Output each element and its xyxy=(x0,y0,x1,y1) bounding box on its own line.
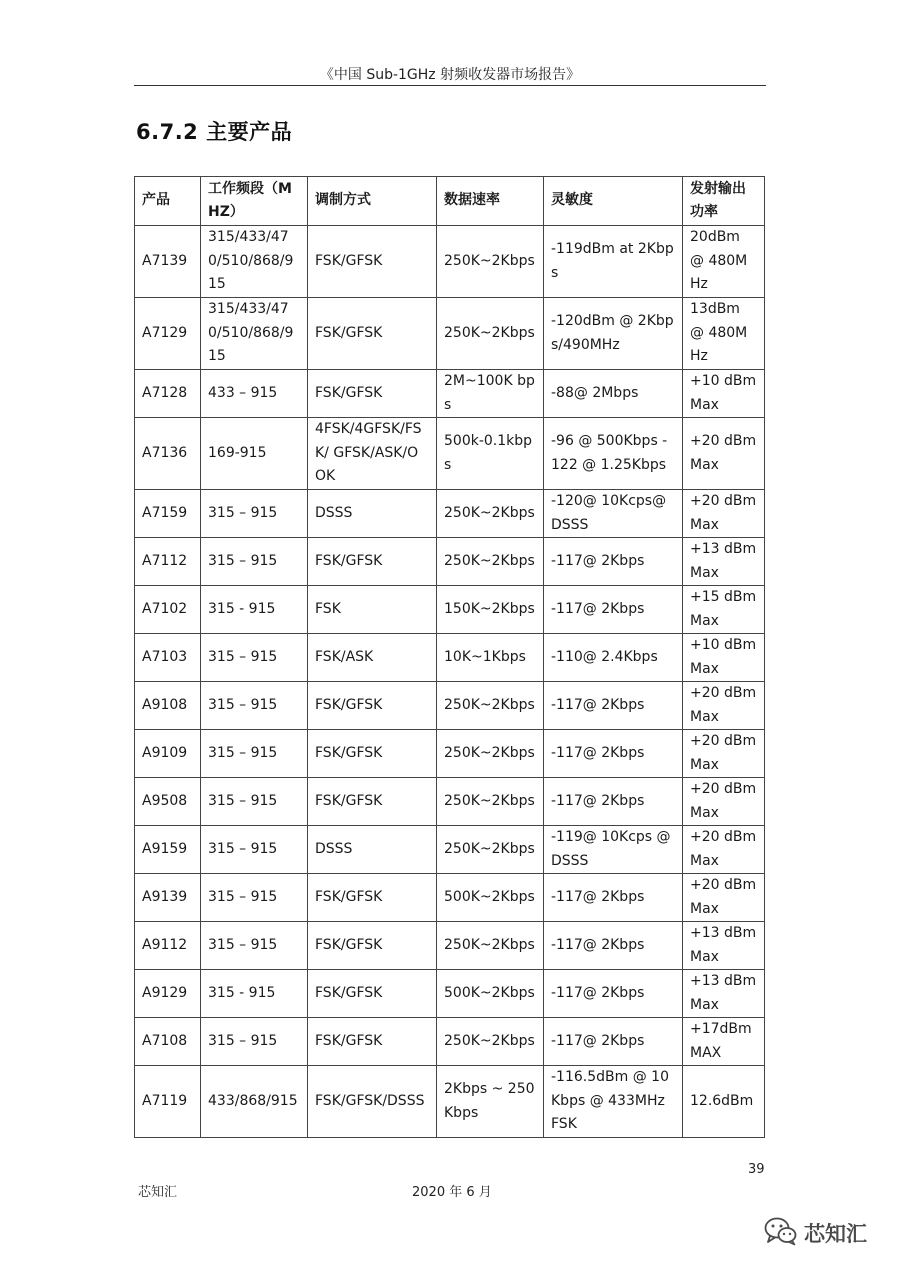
table-row xyxy=(135,922,765,970)
cell-frequency: 315 – 915 xyxy=(201,874,308,922)
cell-modulation: FSK/GFSK/DSSS xyxy=(308,1066,437,1138)
cell-sensitivity: -117@ 2Kbps xyxy=(544,682,683,730)
cell-product: A7103 xyxy=(135,634,201,682)
cell-modulation: FSK/ASK xyxy=(308,634,437,682)
table-row xyxy=(135,418,765,490)
cell-data-rate: 250K~2Kbps xyxy=(437,226,544,298)
cell-product: A9109 xyxy=(135,730,201,778)
cell-modulation: FSK/GFSK xyxy=(308,1018,437,1066)
cell-tx-power: +13 dBm Max xyxy=(683,970,765,1018)
cell-frequency: 315 - 915 xyxy=(201,586,308,634)
cell-product: A7112 xyxy=(135,538,201,586)
cell-data-rate: 2Kbps ~ 250Kbps xyxy=(437,1066,544,1138)
cell-frequency: 315 – 915 xyxy=(201,922,308,970)
cell-data-rate: 2M~100K bps xyxy=(437,370,544,418)
cell-frequency: 315/433/470/510/868/915 xyxy=(201,226,308,298)
column-header-tx-power: 发射输出功率 xyxy=(683,177,765,226)
cell-frequency: 433 – 915 xyxy=(201,370,308,418)
cell-frequency: 315 – 915 xyxy=(201,634,308,682)
cell-data-rate: 250K~2Kbps xyxy=(437,682,544,730)
table-row xyxy=(135,874,765,922)
cell-data-rate: 10K~1Kbps xyxy=(437,634,544,682)
cell-product: A9508 xyxy=(135,778,201,826)
cell-data-rate: 500k-0.1kbps xyxy=(437,418,544,490)
table-row xyxy=(135,586,765,634)
cell-tx-power: +20 dBm Max xyxy=(683,874,765,922)
cell-data-rate: 250K~2Kbps xyxy=(437,1018,544,1066)
cell-tx-power: +10 dBm Max xyxy=(683,370,765,418)
cell-data-rate: 500K~2Kbps xyxy=(437,874,544,922)
cell-sensitivity: -119dBm at 2Kbps xyxy=(544,226,683,298)
cell-frequency: 315 – 915 xyxy=(201,490,308,538)
cell-modulation: FSK/GFSK xyxy=(308,922,437,970)
cell-data-rate: 500K~2Kbps xyxy=(437,970,544,1018)
cell-sensitivity: -117@ 2Kbps xyxy=(544,730,683,778)
cell-modulation: FSK/GFSK xyxy=(308,970,437,1018)
cell-modulation: 4FSK/4GFSK/FSK/ GFSK/ASK/OOK xyxy=(308,418,437,490)
cell-tx-power: +20 dBm Max xyxy=(683,778,765,826)
cell-product: A9112 xyxy=(135,922,201,970)
table-row xyxy=(135,778,765,826)
product-table xyxy=(134,176,765,1138)
cell-product: A9159 xyxy=(135,826,201,874)
column-header-data-rate: 数据速率 xyxy=(437,177,544,226)
footer-organization: 芯知汇 xyxy=(138,1185,178,1200)
cell-tx-power: +20 dBm Max xyxy=(683,418,765,490)
cell-sensitivity: -117@ 2Kbps xyxy=(544,538,683,586)
cell-modulation: FSK/GFSK xyxy=(308,682,437,730)
cell-tx-power: +13 dBm Max xyxy=(683,538,765,586)
table-row xyxy=(135,970,765,1018)
cell-product: A7128 xyxy=(135,370,201,418)
cell-modulation: FSK/GFSK xyxy=(308,730,437,778)
cell-tx-power: 13dBm @ 480MHz xyxy=(683,298,765,370)
cell-sensitivity: -96 @ 500Kbps -122 @ 1.25Kbps xyxy=(544,418,683,490)
report-title: 《中国 Sub-1GHz 射频收发器市场报告》 xyxy=(319,67,581,83)
cell-data-rate: 250K~2Kbps xyxy=(437,730,544,778)
cell-product: A7102 xyxy=(135,586,201,634)
cell-product: A7119 xyxy=(135,1066,201,1138)
cell-sensitivity: -117@ 2Kbps xyxy=(544,586,683,634)
cell-sensitivity: -117@ 2Kbps xyxy=(544,970,683,1018)
watermark-text: 芯知汇 xyxy=(804,1222,867,1246)
cell-product: A7139 xyxy=(135,226,201,298)
cell-frequency: 315 – 915 xyxy=(201,538,308,586)
cell-tx-power: +20 dBm Max xyxy=(683,490,765,538)
cell-tx-power: 20dBm @ 480MHz xyxy=(683,226,765,298)
cell-tx-power: 12.6dBm xyxy=(683,1066,765,1138)
cell-product: A7129 xyxy=(135,298,201,370)
footer-date: 2020 年 6 月 xyxy=(412,1185,492,1200)
cell-data-rate: 250K~2Kbps xyxy=(437,826,544,874)
cell-modulation: FSK/GFSK xyxy=(308,874,437,922)
cell-frequency: 315 - 915 xyxy=(201,970,308,1018)
cell-tx-power: +20 dBm Max xyxy=(683,826,765,874)
cell-sensitivity: -120dBm @ 2Kbps/490MHz xyxy=(544,298,683,370)
cell-frequency: 315 – 915 xyxy=(201,682,308,730)
cell-tx-power: +20 dBm Max xyxy=(683,730,765,778)
table-row xyxy=(135,226,765,298)
cell-product: A7108 xyxy=(135,1018,201,1066)
cell-sensitivity: -110@ 2.4Kbps xyxy=(544,634,683,682)
cell-sensitivity: -117@ 2Kbps xyxy=(544,874,683,922)
cell-sensitivity: -120@ 10Kcps@ DSSS xyxy=(544,490,683,538)
cell-frequency: 315/433/470/510/868/915 xyxy=(201,298,308,370)
cell-product: A9108 xyxy=(135,682,201,730)
table-row xyxy=(135,490,765,538)
cell-modulation: FSK/GFSK xyxy=(308,370,437,418)
cell-sensitivity: -117@ 2Kbps xyxy=(544,922,683,970)
table-row xyxy=(135,730,765,778)
cell-data-rate: 250K~2Kbps xyxy=(437,298,544,370)
cell-frequency: 169-915 xyxy=(201,418,308,490)
cell-sensitivity: -117@ 2Kbps xyxy=(544,778,683,826)
cell-sensitivity: -117@ 2Kbps xyxy=(544,1018,683,1066)
cell-frequency: 315 – 915 xyxy=(201,1018,308,1066)
cell-frequency: 315 – 915 xyxy=(201,730,308,778)
cell-product: A7136 xyxy=(135,418,201,490)
cell-modulation: FSK/GFSK xyxy=(308,226,437,298)
cell-product: A9139 xyxy=(135,874,201,922)
table-row xyxy=(135,1018,765,1066)
cell-data-rate: 250K~2Kbps xyxy=(437,778,544,826)
table-row xyxy=(135,298,765,370)
wechat-icon xyxy=(764,1216,798,1250)
cell-modulation: DSSS xyxy=(308,490,437,538)
table-header-row xyxy=(135,177,765,226)
cell-modulation: FSK xyxy=(308,586,437,634)
cell-modulation: FSK/GFSK xyxy=(308,778,437,826)
section-heading: 6.7.2 主要产品 xyxy=(136,120,293,144)
cell-product: A9129 xyxy=(135,970,201,1018)
cell-modulation: FSK/GFSK xyxy=(308,538,437,586)
cell-frequency: 315 – 915 xyxy=(201,826,308,874)
column-header-frequency: 工作频段（MHZ） xyxy=(201,177,308,226)
cell-tx-power: +17dBm MAX xyxy=(683,1018,765,1066)
cell-data-rate: 250K~2Kbps xyxy=(437,922,544,970)
table-row xyxy=(135,826,765,874)
cell-modulation: FSK/GFSK xyxy=(308,298,437,370)
table-row xyxy=(135,538,765,586)
table-row xyxy=(135,370,765,418)
cell-frequency: 315 – 915 xyxy=(201,778,308,826)
cell-tx-power: +20 dBm Max xyxy=(683,682,765,730)
cell-sensitivity: -88@ 2Mbps xyxy=(544,370,683,418)
cell-data-rate: 150K~2Kbps xyxy=(437,586,544,634)
cell-tx-power: +13 dBm Max xyxy=(683,922,765,970)
column-header-product: 产品 xyxy=(135,177,201,226)
page-number: 39 xyxy=(748,1162,765,1177)
header-divider xyxy=(134,85,766,86)
column-header-sensitivity: 灵敏度 xyxy=(544,177,683,226)
table-row xyxy=(135,1066,765,1138)
table-row xyxy=(135,634,765,682)
table-row xyxy=(135,682,765,730)
cell-tx-power: +15 dBm Max xyxy=(683,586,765,634)
cell-sensitivity: -116.5dBm @ 10Kbps @ 433MHz FSK xyxy=(544,1066,683,1138)
cell-data-rate: 250K~2Kbps xyxy=(437,490,544,538)
column-header-modulation: 调制方式 xyxy=(308,177,437,226)
cell-data-rate: 250K~2Kbps xyxy=(437,538,544,586)
wechat-watermark xyxy=(764,1216,867,1250)
cell-sensitivity: -119@ 10Kcps @ DSSS xyxy=(544,826,683,874)
cell-product: A7159 xyxy=(135,490,201,538)
cell-frequency: 433/868/915 xyxy=(201,1066,308,1138)
cell-tx-power: +10 dBm Max xyxy=(683,634,765,682)
cell-modulation: DSSS xyxy=(308,826,437,874)
